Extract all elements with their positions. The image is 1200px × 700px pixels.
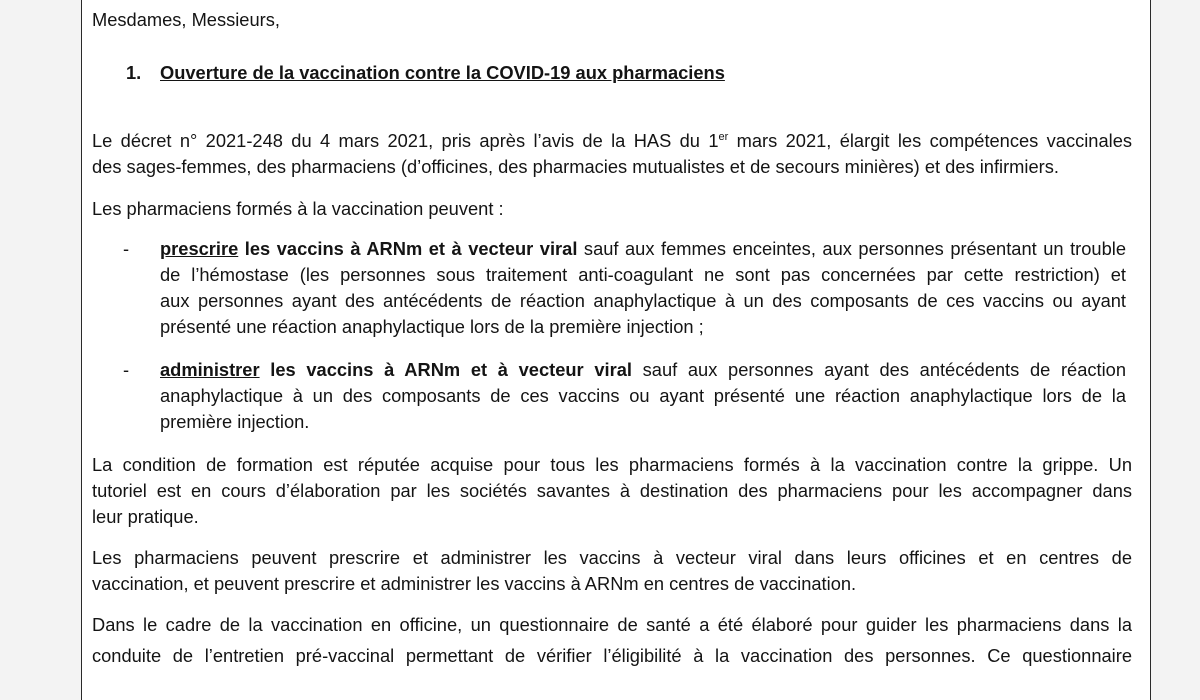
bullet-1-line-2: de l’hémostase (les personnes sous traitement anti-coagulant ne sont pas concernées par cette restriction) et [160, 264, 1126, 285]
bullet-dash-1: - [123, 238, 130, 259]
greeting: Mesdames, Messieurs, [92, 9, 280, 30]
section-number: 1. [126, 62, 142, 83]
document-page [81, 0, 1151, 700]
bullet-2-line-1: administrer les vaccins à ARNm et à vecteur viral sauf aux personnes ayant des antécédents de réaction [160, 359, 1126, 380]
bullet-1-line-1: prescrire les vaccins à ARNm et à vecteur viral sauf aux femmes enceintes, aux personnes présentant un trouble [160, 238, 1126, 259]
paragraph-2: Les pharmaciens formés à la vaccination peuvent : [92, 198, 504, 219]
paragraph-5-line-1: Dans le cadre de la vaccination en officine, un questionnaire de santé a été élaboré pour guider les pharmaciens dans la [92, 614, 1132, 635]
paragraph-4-line-1: Les pharmaciens peuvent prescrire et administrer les vaccins à vecteur viral dans leurs officines et en centres de [92, 547, 1132, 568]
paragraph-3-line-1: La condition de formation est réputée acquise pour tous les pharmaciens formés à la vaccination contre la grippe. Un [92, 454, 1132, 475]
verb-administrer: administrer [160, 359, 260, 380]
bullet-1-line-4: présenté une réaction anaphylactique lors de la première injection ; [160, 316, 704, 337]
paragraph-5-line-2: conduite de l’entretien pré-vaccinal permettant de vérifier l’éligibilité à la vaccination des personnes. Ce questionnaire [92, 645, 1132, 666]
bullet-2-line-3: première injection. [160, 411, 310, 432]
paragraph-1-line-2: des sages-femmes, des pharmaciens (d’officines, des pharmacies mutualistes et de secours minières) et des infirmiers. [92, 156, 1059, 177]
verb-prescrire: prescrire [160, 238, 239, 259]
bullet-1-line-3: aux personnes ayant des antécédents de réaction anaphylactique à un des composants de ces vaccins ou ayant [160, 290, 1126, 311]
paragraph-3-line-3: leur pratique. [92, 506, 199, 527]
bullet-dash-2: - [123, 359, 130, 380]
paragraph-4-line-2: vaccination, et peuvent prescrire et administrer les vaccins à ARNm en centres de vaccination. [92, 573, 857, 594]
bullet-2-line-2: anaphylactique à un des composants de ces vaccins ou ayant présenté une réaction anaphylactique lors de la [160, 385, 1126, 406]
superscript-er: er [718, 131, 729, 143]
section-title: Ouverture de la vaccination contre la COVID-19 aux pharmaciens [160, 62, 725, 83]
paragraph-3-line-2: tutoriel est en cours d’élaboration par les sociétés savantes à destination des pharmaciens pour les accompagner dans [92, 480, 1132, 501]
paragraph-1-line-1: Le décret n° 2021-248 du 4 mars 2021, pris après l’avis de la HAS du 1er mars 2021, élargit les compétences vaccinales [92, 130, 1132, 151]
